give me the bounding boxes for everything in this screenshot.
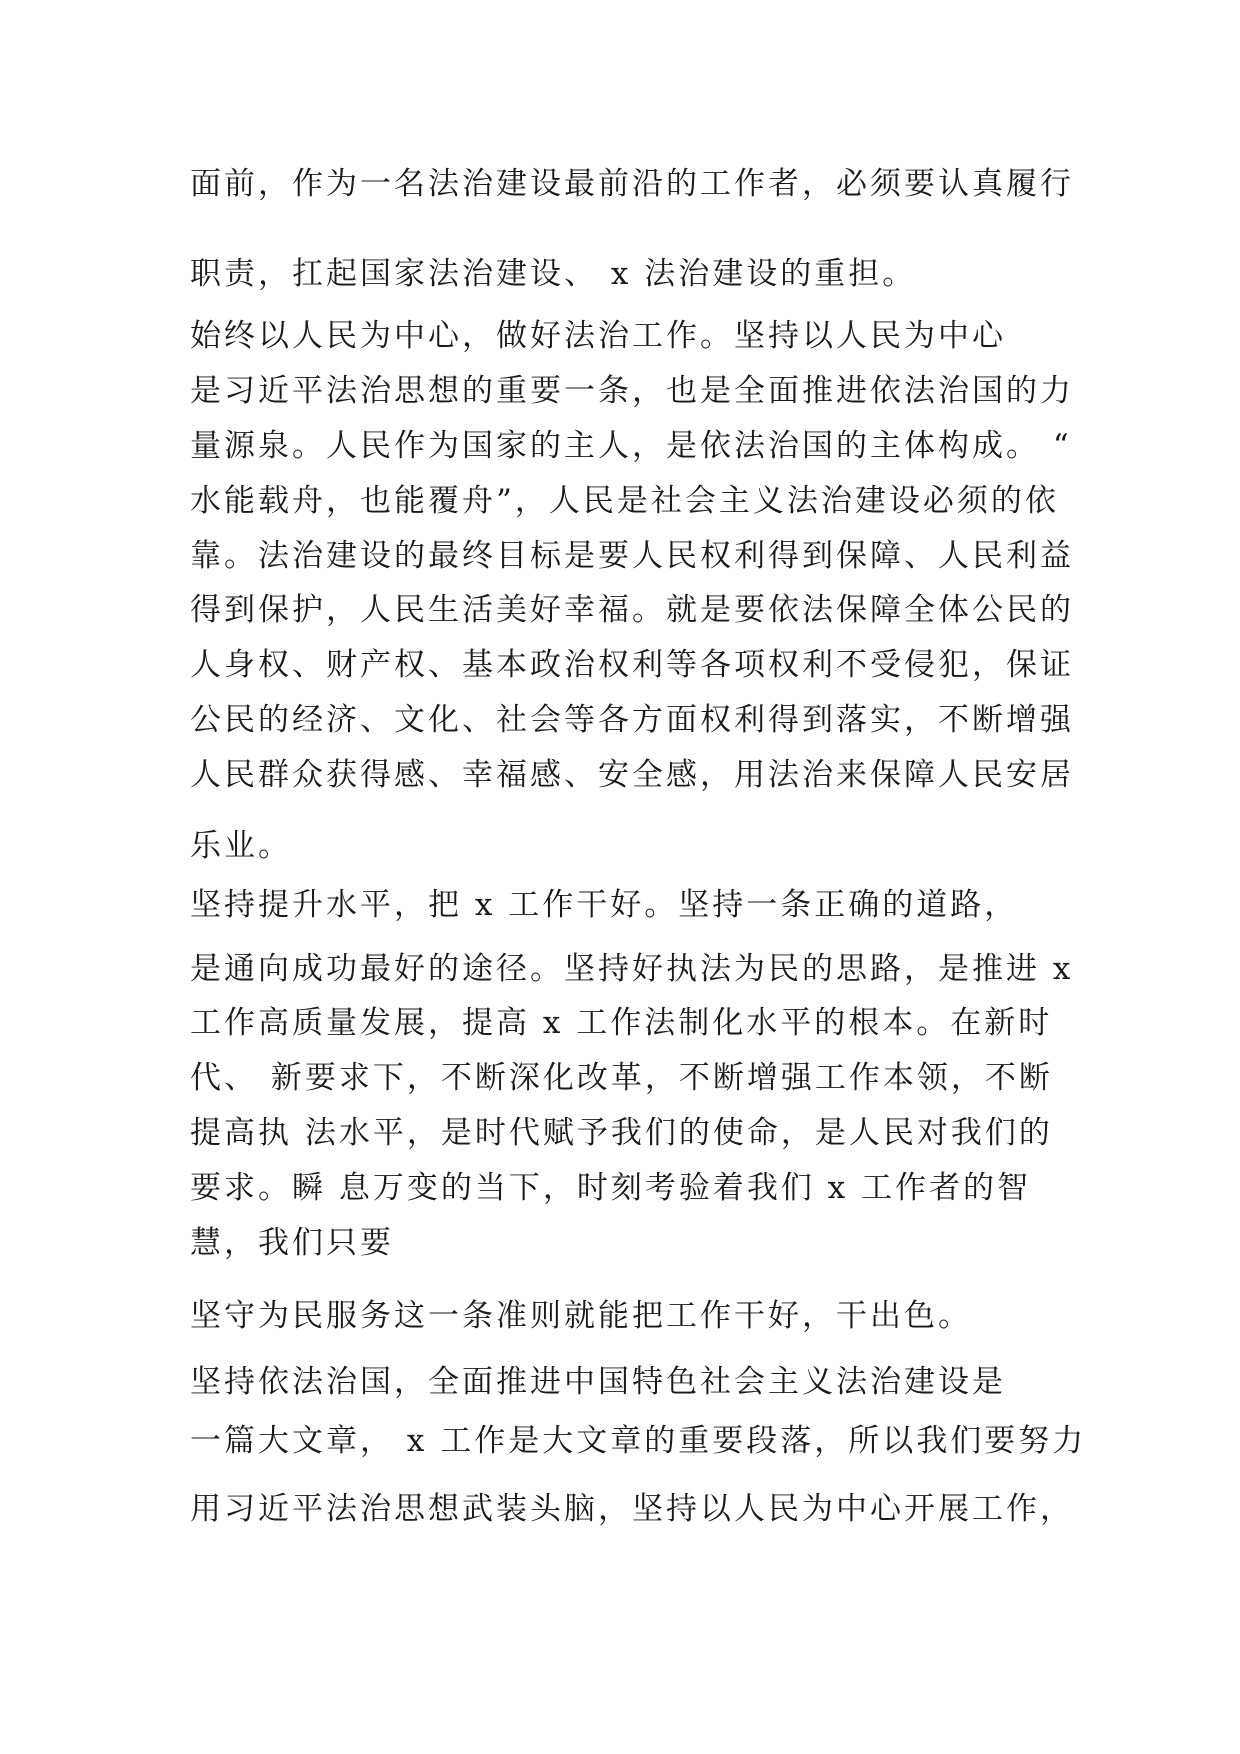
text-line: 水能载舟，也能覆舟”，人民是社会主义法治建设必须的依 [190,483,1059,519]
text-line: 量源泉。人民作为国家的主人，是依法治国的主体构成。 “ [190,428,1072,464]
text-line: 坚守为民服务这一条准则就能把工作干好，干出色。 [190,1298,972,1334]
text-line: 乐业。 [190,828,292,864]
text-line: 一篇大文章， x 工作是大文章的重要段落，所以我们要努力 [190,1423,1087,1459]
text-line: 代、 新要求下，不断深化改革，不断增强工作本领，不断 [190,1060,1053,1096]
text-line: 工作高质量发展，提高 x 工作法制化水平的根本。在新时 [190,1005,1053,1041]
text-line: 坚持依法治国，全面推进中国特色社会主义法治建设是 [190,1364,1006,1400]
text-line: 面前，作为一名法治建设最前沿的工作者，必须要认真履行 [190,166,1074,202]
text-line: 要求。瞬 息万变的当下，时刻考验着我们 x 工作者的智 [190,1170,1032,1206]
text-line: 始终以人民为中心，做好法治工作。坚持以人民为中心 [190,318,1006,354]
text-line: 是通向成功最好的途径。坚持好执法为民的思路，是推进 x [190,951,1074,987]
text-line: 人身权、财产权、基本政治权利等各项权利不受侵犯，保证 [190,647,1074,683]
text-line: 慧，我们只要 [190,1225,394,1261]
text-line: 职责，扛起国家法治建设、 x 法治建设的重担。 [190,256,917,292]
text-line: 提高执 法水平，是时代赋予我们的使命，是人民对我们的 [190,1115,1053,1151]
text-line: 用习近平法治思想武装头脑，坚持以人民为中心开展工作， [190,1491,1074,1527]
text-line: 人民群众获得感、幸福感、安全感，用法治来保障人民安居 [190,757,1074,793]
text-line: 靠。法治建设的最终目标是要人民权利得到保障、人民利益 [190,538,1074,574]
text-line: 得到保护，人民生活美好幸福。就是要依法保障全体公民的 [190,592,1074,628]
text-line: 是习近平法治思想的重要一条，也是全面推进依法治国的力 [190,373,1074,409]
text-line: 公民的经济、文化、社会等各方面权利得到落实，不断增强 [190,702,1074,738]
text-line: 坚持提升水平，把 x 工作干好。坚持一条正确的道路， [190,887,1019,923]
